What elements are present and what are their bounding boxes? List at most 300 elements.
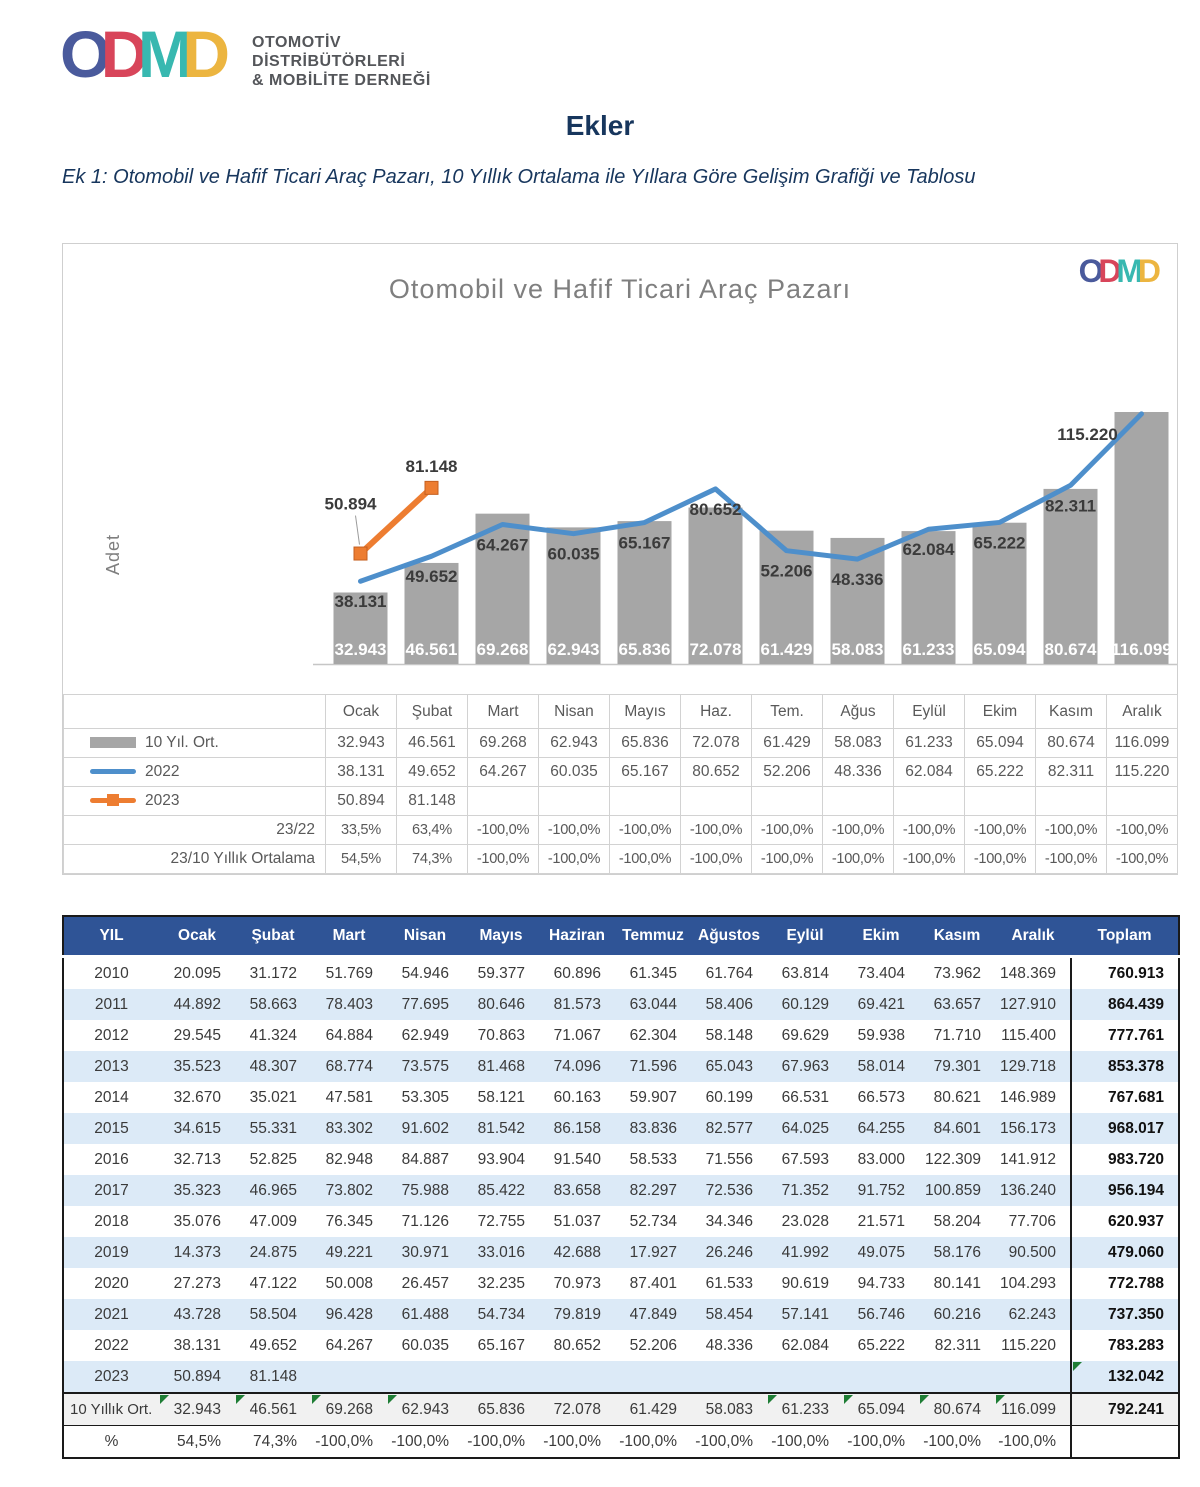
chart-panel (62, 243, 1178, 875)
value-cell: 94.733 (857, 1274, 905, 1292)
line-2022-label: 82.311 (1044, 496, 1097, 516)
value-cell: 80.652 (553, 1336, 601, 1354)
average-value: 116.099 (995, 1393, 1071, 1426)
value-cell: 86.158 (539, 1113, 615, 1144)
value-cell: 48.336 (705, 1336, 753, 1354)
average-total: 792.241 (1071, 1393, 1179, 1426)
legend-month: Eylül (894, 695, 965, 729)
legend-value (681, 787, 752, 816)
legend-month: Mart (468, 695, 539, 729)
average-value: 32.943 (159, 1393, 235, 1426)
value-cell: 35.523 (159, 1051, 235, 1082)
value-cell: 71.596 (615, 1051, 691, 1082)
value-cell: 104.293 (999, 1274, 1056, 1292)
column-header: Ekim (843, 916, 919, 957)
legend-month: Haz. (681, 695, 752, 729)
value-cell: 24.875 (235, 1237, 311, 1268)
legend-ratio-value: -100,0% (823, 845, 894, 874)
value-cell: 58.663 (235, 989, 311, 1020)
average-value: 80.674 (919, 1393, 995, 1426)
line-2022-label: 38.131 (334, 592, 387, 612)
bar-label: 32.943 (334, 640, 387, 659)
value-cell: 41.992 (767, 1237, 843, 1268)
legend-ratio-value: -100,0% (1107, 816, 1178, 845)
value-cell: 58.504 (235, 1299, 311, 1330)
value-cell: 42.688 (539, 1237, 615, 1268)
legend-value: 62.084 (894, 758, 965, 787)
value-cell: 75.988 (387, 1175, 463, 1206)
percent-value: 54,5% (159, 1426, 235, 1459)
average-value: 65.836 (463, 1393, 539, 1426)
legend-value: 58.083 (823, 729, 894, 758)
bar-label: 72.078 (689, 640, 742, 659)
y-axis-label: Adet (103, 533, 124, 576)
value-cell: 76.345 (325, 1212, 373, 1230)
average-value: 61.233 (767, 1393, 843, 1426)
legend-ratio-value: -100,0% (1107, 845, 1178, 874)
value-cell: 52.734 (629, 1212, 677, 1230)
logo-letter-1: O (60, 17, 112, 91)
percent-value: -100,0% (919, 1426, 995, 1459)
value-cell (919, 1361, 995, 1393)
value-cell: 65.167 (477, 1336, 525, 1354)
value-cell: 65.043 (691, 1051, 767, 1082)
legend-ratio-value: 63,4% (397, 816, 468, 845)
value-cell: 71.710 (933, 1026, 981, 1044)
line-2022-label: 65.222 (973, 533, 1026, 553)
year-cell: 2010 (94, 964, 129, 982)
legend-month: Şubat (397, 695, 468, 729)
value-cell: 38.131 (173, 1336, 221, 1354)
average-value: 58.083 (691, 1393, 767, 1426)
value-cell: 21.571 (857, 1212, 905, 1230)
value-cell: 52.825 (249, 1150, 297, 1168)
value-cell: 68.774 (311, 1051, 387, 1082)
percent-value: -100,0% (311, 1426, 387, 1459)
value-cell: 43.728 (159, 1299, 235, 1330)
value-cell: 52.206 (629, 1336, 677, 1354)
value-cell: 54.946 (401, 964, 449, 982)
line-2022-label: 64.267 (476, 535, 529, 555)
table-row (63, 1299, 1179, 1330)
value-cell: 61.764 (705, 964, 753, 982)
table-row (63, 1361, 1179, 1393)
value-cell: 58.014 (843, 1051, 919, 1082)
legend-value (823, 787, 894, 816)
value-cell: 78.403 (311, 989, 387, 1020)
value-cell (615, 1361, 691, 1393)
org-line-3: & MOBİLİTE DERNEĞİ (252, 72, 431, 89)
value-cell: 26.246 (691, 1237, 767, 1268)
value-cell: 64.025 (767, 1113, 843, 1144)
legend-value: 65.222 (965, 758, 1036, 787)
year-cell: 2015 (63, 1113, 159, 1144)
average-row (63, 1393, 1179, 1426)
legend-series-label: 2023 (64, 787, 326, 816)
value-cell: 64.255 (843, 1113, 919, 1144)
combo-chart (63, 299, 1177, 694)
value-cell: 67.963 (767, 1051, 843, 1082)
value-cell: 73.802 (311, 1175, 387, 1206)
legend-value: 62.943 (539, 729, 610, 758)
table-row (63, 1113, 1179, 1144)
line-marker-swatch-icon (90, 798, 136, 803)
value-cell: 58.406 (691, 989, 767, 1020)
legend-month: Aralık (1107, 695, 1178, 729)
value-cell: 66.531 (781, 1088, 829, 1106)
value-cell: 17.927 (615, 1237, 691, 1268)
total-cell: 772.788 (1071, 1268, 1179, 1299)
legend-ratio-value: -100,0% (965, 845, 1036, 874)
legend-value (468, 787, 539, 816)
value-cell: 47.122 (249, 1274, 297, 1292)
legend-value: 80.652 (681, 758, 752, 787)
value-cell: 115.400 (1001, 1026, 1056, 1044)
value-cell: 54.734 (463, 1299, 539, 1330)
value-cell: 67.593 (781, 1150, 829, 1168)
legend-value (610, 787, 681, 816)
logo-letter-4: D (1137, 253, 1161, 289)
value-cell: 74.096 (539, 1051, 615, 1082)
year-cell: 2011 (63, 989, 159, 1020)
percent-value: -100,0% (767, 1426, 843, 1459)
legend-series-label: 10 Yıl. Ort. (64, 729, 326, 758)
value-cell: 33.016 (463, 1237, 539, 1268)
value-cell: 62.084 (781, 1336, 829, 1354)
value-cell: 87.401 (629, 1274, 677, 1292)
line-2022-label: 62.084 (902, 540, 955, 560)
value-cell: 58.148 (705, 1026, 753, 1044)
year-cell: 2014 (94, 1088, 129, 1106)
year-cell: 2019 (63, 1237, 159, 1268)
legend-ratio-value: -100,0% (965, 816, 1036, 845)
legend-ratio-row (64, 845, 1178, 874)
percent-value: 74,3% (235, 1426, 311, 1459)
value-cell: 83.658 (539, 1175, 615, 1206)
year-cell: 2017 (63, 1175, 159, 1206)
value-cell: 73.404 (857, 964, 905, 982)
legend-ratio-value: -100,0% (610, 845, 681, 874)
table-header-row (63, 916, 1179, 957)
logo-letter-4: D (182, 17, 231, 91)
value-cell: 77.695 (387, 989, 463, 1020)
bar-label: 46.561 (405, 640, 458, 659)
column-header: Aralık (995, 916, 1071, 957)
value-cell: 47.581 (325, 1088, 373, 1106)
subtitle: Ek 1: Otomobil ve Hafif Ticari Araç Pazarı, 10 Yıllık Ortalama ile Yıllara Göre Gelişim Grafiği ve Tablosu (62, 166, 976, 188)
year-cell: 2013 (63, 1051, 159, 1082)
org-line-1: OTOMOTİV (252, 34, 342, 51)
legend-ratio-label: 23/22 (64, 816, 326, 845)
legend-value (965, 787, 1036, 816)
value-cell: 55.331 (235, 1113, 311, 1144)
percent-value: -100,0% (995, 1426, 1071, 1459)
line-2022-label: 65.167 (618, 533, 671, 553)
legend-value: 72.078 (681, 729, 752, 758)
legend-value: 61.233 (894, 729, 965, 758)
value-cell: 66.573 (857, 1088, 905, 1106)
legend-value: 64.267 (468, 758, 539, 787)
value-cell: 148.369 (999, 964, 1056, 982)
column-header: Haziran (539, 916, 615, 957)
value-cell: 60.216 (919, 1299, 995, 1330)
value-cell: 71.067 (553, 1026, 601, 1044)
bar-label: 69.268 (476, 640, 529, 659)
legend-ratio-row (64, 816, 1178, 845)
logo-letter-3: M (137, 17, 193, 91)
legend-ratio-value: -100,0% (752, 816, 823, 845)
line-2023-label: 81.148 (405, 456, 458, 476)
bar-swatch-icon (90, 737, 136, 748)
total-cell: 760.913 (1071, 957, 1179, 990)
value-cell: 35.323 (159, 1175, 235, 1206)
legend-header-row (64, 695, 1178, 729)
legend-value: 69.268 (468, 729, 539, 758)
percent-value: -100,0% (539, 1426, 615, 1459)
value-cell: 57.141 (767, 1299, 843, 1330)
legend-value: 46.561 (397, 729, 468, 758)
value-cell: 63.814 (781, 964, 829, 982)
average-value: 61.429 (615, 1393, 691, 1426)
value-cell: 30.971 (387, 1237, 463, 1268)
value-cell: 81.573 (539, 989, 615, 1020)
total-cell: 620.937 (1071, 1206, 1179, 1237)
year-cell: 2022 (94, 1336, 129, 1354)
column-header: Toplam (1071, 916, 1179, 957)
legend-value (1036, 787, 1107, 816)
legend-value: 115.220 (1107, 758, 1178, 787)
value-cell: 63.044 (615, 989, 691, 1020)
legend-series-row (64, 758, 1178, 787)
value-cell (463, 1361, 539, 1393)
value-cell: 90.619 (781, 1274, 829, 1292)
error-flag-icon (768, 1395, 777, 1404)
error-flag-icon (160, 1395, 169, 1404)
odmd-logo (60, 17, 231, 91)
legend-ratio-value: 33,5% (326, 816, 397, 845)
value-cell: 44.892 (159, 989, 235, 1020)
value-cell: 29.545 (173, 1026, 221, 1044)
value-cell: 62.304 (629, 1026, 677, 1044)
value-cell (691, 1361, 767, 1393)
value-cell: 91.752 (843, 1175, 919, 1206)
error-flag-icon (236, 1395, 245, 1404)
legend-value: 80.674 (1036, 729, 1107, 758)
bar-label: 61.429 (760, 640, 813, 659)
table-row (63, 989, 1179, 1020)
line-2022-label: 52.206 (760, 561, 813, 581)
value-cell: 90.500 (995, 1237, 1071, 1268)
value-cell: 58.121 (477, 1088, 525, 1106)
value-cell: 115.220 (1001, 1336, 1056, 1354)
value-cell: 83.302 (311, 1113, 387, 1144)
legend-value: 116.099 (1107, 729, 1178, 758)
value-cell: 58.533 (629, 1150, 677, 1168)
legend-month: Ekim (965, 695, 1036, 729)
value-cell (387, 1361, 463, 1393)
legend-value (752, 787, 823, 816)
value-cell (843, 1361, 919, 1393)
table-row (63, 1206, 1179, 1237)
percent-value: -100,0% (463, 1426, 539, 1459)
value-cell: 49.221 (311, 1237, 387, 1268)
percent-total (1071, 1426, 1179, 1459)
chart-legend-table (63, 694, 1178, 874)
value-cell: 141.912 (999, 1150, 1056, 1168)
legend-value (539, 787, 610, 816)
legend-value: 50.894 (326, 787, 397, 816)
error-flag-icon (1073, 1362, 1082, 1371)
value-cell (539, 1361, 615, 1393)
legend-value: 65.094 (965, 729, 1036, 758)
value-cell: 122.309 (924, 1150, 981, 1168)
column-header: YIL (63, 916, 159, 957)
year-cell: 2012 (94, 1026, 129, 1044)
value-cell: 83.836 (615, 1113, 691, 1144)
year-cell: 2021 (63, 1299, 159, 1330)
marker-square-icon (107, 794, 119, 806)
value-cell: 61.345 (629, 964, 677, 982)
column-header: Eylül (767, 916, 843, 957)
legend-value: 48.336 (823, 758, 894, 787)
total-cell: 479.060 (1071, 1237, 1179, 1268)
value-cell: 156.173 (995, 1113, 1071, 1144)
legend-corner (64, 695, 326, 729)
percent-value: -100,0% (387, 1426, 463, 1459)
total-cell: 983.720 (1071, 1144, 1179, 1175)
odmd-logo-small (1078, 253, 1161, 289)
value-cell (767, 1361, 843, 1393)
value-cell: 73.962 (933, 964, 981, 982)
yearly-table (62, 915, 1180, 1459)
legend-series-row (64, 787, 1178, 816)
legend-ratio-value: -100,0% (823, 816, 894, 845)
value-cell: 71.556 (705, 1150, 753, 1168)
legend-series-row (64, 729, 1178, 758)
bar-Aralık (1115, 412, 1169, 664)
value-cell: 62.949 (401, 1026, 449, 1044)
year-cell: 2023 (63, 1361, 159, 1393)
value-cell: 63.657 (919, 989, 995, 1020)
value-cell: 26.457 (401, 1274, 449, 1292)
value-cell: 71.352 (767, 1175, 843, 1206)
legend-ratio-value: -100,0% (468, 816, 539, 845)
value-cell: 65.222 (857, 1336, 905, 1354)
value-cell: 51.037 (553, 1212, 601, 1230)
value-cell: 48.307 (235, 1051, 311, 1082)
value-cell: 82.948 (325, 1150, 373, 1168)
legend-value: 60.035 (539, 758, 610, 787)
column-header: Şubat (235, 916, 311, 957)
total-cell: 783.283 (1071, 1330, 1179, 1361)
bar-label: 58.083 (831, 640, 884, 659)
table-row (63, 1268, 1179, 1299)
org-line-2: DİSTRİBÜTÖRLERİ (252, 53, 406, 70)
value-cell: 35.021 (249, 1088, 297, 1106)
error-flag-icon (920, 1395, 929, 1404)
bar-label: 80.674 (1044, 640, 1097, 659)
value-cell: 80.621 (933, 1088, 981, 1106)
value-cell: 81.468 (463, 1051, 539, 1082)
value-cell: 72.755 (477, 1212, 525, 1230)
value-cell: 91.602 (387, 1113, 463, 1144)
value-cell: 72.536 (691, 1175, 767, 1206)
total-cell: 956.194 (1071, 1175, 1179, 1206)
legend-month: Ağus (823, 695, 894, 729)
total-cell: 853.378 (1071, 1051, 1179, 1082)
value-cell: 84.887 (401, 1150, 449, 1168)
legend-value: 82.311 (1036, 758, 1107, 787)
legend-month: Nisan (539, 695, 610, 729)
bar-label: 116.099 (1111, 640, 1172, 659)
value-cell: 82.577 (691, 1113, 767, 1144)
bar-label: 61.233 (902, 640, 955, 659)
legend-ratio-value: 74,3% (397, 845, 468, 874)
column-header: Kasım (919, 916, 995, 957)
value-cell: 96.428 (311, 1299, 387, 1330)
value-cell: 35.076 (173, 1212, 221, 1230)
value-cell: 82.297 (615, 1175, 691, 1206)
percent-value: -100,0% (843, 1426, 919, 1459)
value-cell (311, 1361, 387, 1393)
line-2022-label: 80.652 (689, 499, 742, 519)
value-cell: 136.240 (995, 1175, 1071, 1206)
value-cell: 62.243 (995, 1299, 1071, 1330)
bar-label: 62.943 (547, 640, 600, 659)
column-header: Nisan (387, 916, 463, 957)
value-cell: 53.305 (401, 1088, 449, 1106)
column-header: Mayıs (463, 916, 539, 957)
value-cell: 80.141 (933, 1274, 981, 1292)
value-cell: 69.421 (843, 989, 919, 1020)
legend-ratio-value: -100,0% (1036, 845, 1107, 874)
table-row (63, 1082, 1179, 1113)
value-cell: 81.148 (235, 1361, 311, 1393)
value-cell: 77.706 (1008, 1212, 1056, 1230)
line-2022-label: 48.336 (831, 570, 884, 590)
value-cell: 59.377 (477, 964, 525, 982)
value-cell: 70.863 (477, 1026, 525, 1044)
error-flag-icon (996, 1395, 1005, 1404)
value-cell: 59.938 (857, 1026, 905, 1044)
value-cell: 79.301 (919, 1051, 995, 1082)
legend-value: 32.943 (326, 729, 397, 758)
value-cell: 50.008 (325, 1274, 373, 1292)
total-cell: 864.439 (1071, 989, 1179, 1020)
value-cell: 58.176 (919, 1237, 995, 1268)
average-value: 65.094 (843, 1393, 919, 1426)
average-label: 10 Yıllık Ort. (63, 1393, 159, 1426)
average-value: 46.561 (235, 1393, 311, 1426)
legend-ratio-value: -100,0% (468, 845, 539, 874)
logo-letter-1: O (1078, 253, 1104, 289)
percent-value: -100,0% (615, 1426, 691, 1459)
value-cell: 70.973 (553, 1274, 601, 1292)
legend-value: 61.429 (752, 729, 823, 758)
percent-label: % (63, 1426, 159, 1459)
value-cell: 91.540 (553, 1150, 601, 1168)
legend-ratio-value: -100,0% (681, 816, 752, 845)
value-cell: 81.542 (463, 1113, 539, 1144)
value-cell: 129.718 (995, 1051, 1071, 1082)
value-cell: 80.646 (463, 989, 539, 1020)
org-name (252, 33, 431, 90)
marker-2023 (354, 547, 367, 560)
error-flag-icon (844, 1395, 853, 1404)
value-cell: 71.126 (401, 1212, 449, 1230)
value-cell: 34.346 (705, 1212, 753, 1230)
value-cell: 58.204 (933, 1212, 981, 1230)
